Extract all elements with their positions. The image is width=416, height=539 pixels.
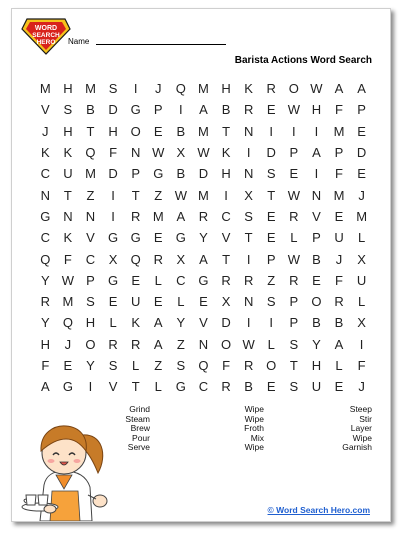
grid-letter[interactable]: A	[357, 81, 366, 97]
grid-letter[interactable]: F	[335, 166, 343, 182]
grid-letter[interactable]: W	[310, 81, 323, 97]
grid-letter[interactable]: A	[334, 336, 344, 352]
grid-letter[interactable]: Y	[40, 272, 50, 288]
grid-letter[interactable]: R	[221, 379, 231, 395]
grid-letter[interactable]: S	[266, 166, 276, 182]
grid-letter[interactable]: E	[153, 230, 163, 246]
grid-letter[interactable]: B	[176, 123, 186, 139]
grid-letter[interactable]: K	[221, 145, 231, 161]
grid-letter[interactable]: Z	[176, 336, 185, 352]
grid-letter[interactable]: F	[335, 272, 343, 288]
grid-letter[interactable]: E	[266, 208, 276, 224]
grid-letter[interactable]: V	[86, 230, 95, 246]
grid-letter[interactable]: E	[131, 272, 140, 288]
grid-letter[interactable]: M	[198, 187, 209, 203]
grid-letter[interactable]: R	[198, 208, 209, 224]
grid-letter[interactable]: H	[85, 315, 96, 331]
word-list-column-2	[244, 405, 264, 453]
grid-letter[interactable]: J	[358, 379, 365, 395]
grid-letter[interactable]: Q	[130, 251, 141, 267]
grid-letter[interactable]: R	[153, 251, 163, 267]
grid-letter[interactable]: D	[198, 166, 209, 182]
grid-letter[interactable]: X	[176, 251, 186, 267]
grid-letter[interactable]: J	[155, 81, 162, 97]
grid-letter[interactable]: Y	[176, 315, 186, 331]
grid-letter[interactable]: U	[130, 294, 141, 310]
grid-letter[interactable]: A	[176, 208, 186, 224]
copyright-link[interactable]: © Word Search Hero.com	[267, 505, 370, 515]
grid-letter[interactable]: L	[109, 315, 117, 331]
grid-letter[interactable]: A	[199, 102, 208, 118]
word-list-item: Brew	[130, 423, 150, 434]
grid-letter[interactable]: K	[244, 81, 253, 97]
grid-letter[interactable]: R	[40, 294, 50, 310]
grid-letter[interactable]: E	[266, 230, 276, 246]
grid-letter[interactable]: H	[311, 358, 322, 373]
grid-letter[interactable]: I	[359, 336, 364, 352]
grid-letter[interactable]: I	[88, 379, 93, 395]
grid-letter[interactable]: B	[334, 315, 344, 331]
grid-letter[interactable]: G	[40, 208, 51, 224]
word-list-item: Steep	[349, 404, 372, 414]
word-search-hero-logo	[21, 17, 71, 55]
grid-letter[interactable]: G	[62, 379, 73, 395]
puzzle-title: Barista Actions Word Search	[234, 55, 372, 66]
grid-letter[interactable]: U	[334, 230, 344, 246]
grid-letter[interactable]: I	[246, 145, 251, 161]
grid-letter[interactable]: B	[176, 166, 186, 182]
grid-letter[interactable]: I	[224, 187, 228, 203]
grid-row	[34, 355, 374, 376]
grid-letter[interactable]: J	[335, 251, 343, 267]
grid-letter[interactable]: U	[311, 379, 322, 395]
grid-letter[interactable]: F	[63, 251, 72, 267]
grid-letter[interactable]: W	[287, 187, 300, 203]
grid-letter[interactable]: Z	[86, 187, 95, 203]
grid-letter[interactable]: N	[40, 187, 50, 203]
grid-letter[interactable]: M	[85, 166, 96, 182]
grid-letter[interactable]: X	[108, 251, 118, 267]
grid-letter[interactable]: J	[42, 123, 49, 139]
grid-letter[interactable]: M	[198, 81, 209, 97]
grid-letter[interactable]: N	[243, 294, 254, 310]
grid-letter[interactable]: C	[85, 251, 96, 267]
grid-letter[interactable]: P	[312, 230, 321, 246]
grid-letter[interactable]: P	[153, 102, 163, 118]
grid-row	[34, 312, 374, 333]
grid-letter[interactable]: G	[153, 166, 164, 182]
grid-letter[interactable]: R	[243, 102, 254, 118]
logo-line-1: WORD	[34, 25, 58, 32]
grid-letter[interactable]: S	[289, 336, 299, 352]
grid-letter[interactable]: E	[63, 358, 73, 373]
word-list-column-3	[342, 405, 372, 453]
grid-letter[interactable]: P	[357, 102, 366, 118]
grid-letter[interactable]: S	[86, 294, 95, 310]
grid-letter[interactable]: E	[357, 166, 366, 182]
grid-letter[interactable]: Z	[154, 358, 163, 373]
grid-letter[interactable]: B	[312, 251, 321, 267]
grid-letter[interactable]: I	[269, 315, 274, 331]
grid-letter[interactable]: Q	[40, 251, 51, 267]
grid-letter[interactable]: I	[314, 123, 319, 139]
grid-letter[interactable]: G	[130, 230, 141, 246]
logo-line-2: SEARCH	[32, 32, 60, 39]
grid-letter[interactable]: K	[63, 230, 73, 246]
grid-letter[interactable]: F	[41, 358, 50, 373]
grid-row	[34, 206, 374, 227]
grid-letter[interactable]: D	[108, 102, 118, 118]
grid-row	[34, 376, 374, 397]
grid-letter[interactable]: R	[130, 208, 141, 224]
grid-letter[interactable]: W	[61, 272, 75, 288]
grid-letter[interactable]: E	[266, 102, 276, 118]
grid-letter[interactable]: T	[289, 358, 298, 373]
grid-letter[interactable]: T	[63, 187, 72, 203]
grid-letter[interactable]: E	[289, 166, 299, 182]
word-list-item: Mix	[250, 432, 264, 443]
grid-letter[interactable]: C	[221, 208, 231, 224]
grid-letter[interactable]: F	[222, 358, 231, 373]
grid-letter[interactable]: M	[39, 81, 51, 97]
grid-letter[interactable]: O	[85, 336, 96, 352]
grid-letter[interactable]: T	[222, 123, 231, 139]
grid-row	[34, 334, 374, 355]
grid-letter[interactable]: M	[85, 81, 96, 97]
grid-letter[interactable]: O	[288, 81, 299, 97]
grid-letter[interactable]: T	[86, 123, 95, 139]
grid-row	[34, 270, 374, 291]
grid-letter[interactable]: M	[62, 294, 74, 310]
grid-letter[interactable]: D	[221, 315, 231, 331]
grid-letter[interactable]: N	[85, 208, 96, 224]
grid-letter[interactable]: B	[244, 379, 253, 395]
word-list-item: Pour	[132, 432, 150, 443]
grid-letter[interactable]: K	[63, 145, 73, 161]
grid-letter[interactable]: Y	[199, 230, 208, 246]
grid-row	[34, 163, 374, 184]
grid-row	[34, 227, 374, 248]
grid-letter[interactable]: U	[356, 272, 367, 288]
grid-letter[interactable]: P	[289, 315, 299, 331]
grid-letter[interactable]: N	[243, 123, 254, 139]
grid-row	[34, 184, 374, 205]
grid-letter[interactable]: W	[287, 251, 300, 267]
grid-letter[interactable]: L	[357, 294, 366, 310]
grid-letter[interactable]: S	[289, 379, 299, 395]
grid-letter[interactable]: O	[311, 294, 322, 310]
grid-letter[interactable]: C	[198, 379, 209, 395]
grid-letter[interactable]: R	[289, 208, 299, 224]
grid-letter[interactable]: L	[177, 294, 185, 310]
worksheet-page	[11, 8, 391, 522]
grid-row	[34, 142, 374, 163]
grid-letter[interactable]: N	[130, 145, 141, 161]
grid-letter[interactable]: F	[357, 358, 366, 373]
grid-letter[interactable]: X	[221, 294, 231, 310]
word-list-item: Wipe	[244, 413, 264, 424]
grid-letter[interactable]: Q	[175, 81, 186, 97]
grid-letter[interactable]: G	[175, 379, 186, 395]
grid-letter[interactable]: P	[266, 251, 276, 267]
grid-letter[interactable]: P	[86, 272, 95, 288]
grid-letter[interactable]: M	[333, 187, 345, 203]
grid-letter[interactable]: L	[154, 272, 162, 288]
grid-letter[interactable]: I	[269, 123, 274, 139]
grid-letter[interactable]: M	[356, 208, 368, 224]
word-list-item: Serve	[127, 442, 150, 453]
word-list-item: Wipe	[244, 404, 264, 414]
grid-letter[interactable]: K	[131, 315, 140, 331]
word-list-item: Grind	[129, 404, 150, 414]
grid-letter[interactable]: T	[131, 187, 140, 203]
grid-letter[interactable]: W	[242, 336, 255, 352]
grid-letter[interactable]: L	[132, 358, 140, 373]
grid-letter[interactable]: X	[244, 187, 253, 203]
grid-letter[interactable]: E	[266, 379, 276, 395]
grid-letter[interactable]: J	[358, 187, 365, 203]
grid-letter[interactable]: K	[40, 145, 50, 161]
grid-letter[interactable]: H	[108, 123, 118, 139]
word-list-item: Froth	[244, 423, 264, 434]
grid-letter[interactable]: I	[292, 123, 296, 139]
grid-letter[interactable]: M	[333, 123, 345, 139]
grid-letter[interactable]: W	[174, 187, 187, 203]
grid-letter[interactable]: H	[221, 81, 231, 97]
grid-letter[interactable]: V	[199, 315, 208, 331]
grid-letter[interactable]: F	[109, 145, 118, 161]
grid-row	[34, 99, 374, 120]
name-label: Name	[68, 37, 90, 46]
grid-letter[interactable]: Q	[62, 315, 73, 331]
grid-letter[interactable]: M	[198, 123, 209, 139]
grid-letter[interactable]: N	[198, 336, 209, 352]
grid-letter[interactable]: N	[311, 187, 322, 203]
grid-letter[interactable]: V	[221, 230, 231, 246]
grid-letter[interactable]: U	[63, 166, 73, 182]
grid-letter[interactable]: L	[154, 379, 162, 395]
grid-letter[interactable]: B	[312, 315, 321, 331]
grid-letter[interactable]: G	[108, 230, 119, 246]
grid-letter[interactable]: L	[290, 230, 298, 246]
grid-letter[interactable]: G	[108, 272, 119, 288]
grid-letter[interactable]: Z	[154, 187, 163, 203]
grid-letter[interactable]: T	[131, 379, 140, 395]
grid-letter[interactable]: E	[334, 379, 344, 395]
grid-letter[interactable]: S	[108, 81, 118, 97]
grid-letter[interactable]: N	[243, 166, 254, 182]
grid-letter[interactable]: V	[108, 379, 118, 395]
grid-letter[interactable]: G	[198, 272, 209, 288]
grid-letter[interactable]: D	[266, 145, 276, 161]
grid-letter[interactable]: E	[334, 208, 344, 224]
grid-letter[interactable]: S	[244, 208, 253, 224]
grid-letter[interactable]: P	[289, 294, 299, 310]
word-list-item: Steam	[125, 413, 150, 424]
grid-letter[interactable]: E	[312, 272, 321, 288]
grid-letter[interactable]: O	[266, 358, 277, 373]
word-list-item: Layer	[350, 423, 372, 434]
grid-letter[interactable]: I	[314, 166, 319, 182]
grid-letter[interactable]: R	[108, 336, 118, 352]
grid-letter[interactable]: M	[152, 208, 164, 224]
logo-line-3: HERO	[36, 39, 56, 46]
word-list-item: Wipe	[352, 432, 372, 443]
grid-letter[interactable]: E	[357, 123, 366, 139]
grid-letter[interactable]: I	[111, 208, 115, 224]
grid-letter[interactable]: L	[267, 336, 275, 352]
grid-letter[interactable]: A	[153, 315, 163, 331]
grid-letter[interactable]: S	[108, 358, 118, 373]
grid-letter[interactable]: R	[334, 294, 344, 310]
grid-letter[interactable]: Y	[312, 336, 321, 352]
grid-letter[interactable]: W	[287, 102, 300, 118]
grid-letter[interactable]: V	[312, 208, 321, 224]
grid-row	[34, 121, 374, 142]
grid-letter[interactable]: T	[267, 187, 276, 203]
grid-letter[interactable]: O	[130, 123, 141, 139]
grid-letter[interactable]: E	[108, 294, 118, 310]
grid-letter[interactable]: H	[63, 123, 73, 139]
grid-letter[interactable]: H	[311, 102, 322, 118]
grid-letter[interactable]: P	[131, 166, 140, 182]
name-line[interactable]	[96, 44, 226, 45]
grid-letter[interactable]: E	[153, 294, 163, 310]
word-list-item: Stir	[359, 413, 372, 424]
grid-letter[interactable]: G	[130, 102, 141, 118]
word-list-column-1	[125, 405, 150, 453]
grid-letter[interactable]: Y	[86, 358, 95, 373]
grid-letter[interactable]: C	[176, 272, 186, 288]
grid-letter[interactable]: I	[246, 315, 251, 331]
grid-letter[interactable]: T	[222, 251, 231, 267]
grid-row	[34, 78, 374, 99]
grid-letter[interactable]: S	[176, 358, 186, 373]
grid-letter[interactable]: B	[86, 102, 95, 118]
grid-letter[interactable]: P	[334, 145, 344, 161]
letter-grid	[34, 78, 374, 397]
grid-letter[interactable]: S	[63, 102, 73, 118]
grid-row	[34, 291, 374, 312]
grid-row	[34, 248, 374, 269]
grid-letter[interactable]: L	[335, 358, 343, 373]
grid-letter[interactable]: Q	[85, 145, 96, 161]
grid-letter[interactable]: X	[357, 251, 366, 267]
grid-letter[interactable]: D	[356, 145, 367, 161]
grid-letter[interactable]: R	[266, 81, 276, 97]
grid-letter[interactable]: I	[179, 102, 183, 118]
grid-letter[interactable]: R	[243, 272, 254, 288]
grid-letter[interactable]: N	[63, 208, 73, 224]
grid-letter[interactable]: P	[289, 145, 299, 161]
grid-letter[interactable]: H	[63, 81, 73, 97]
grid-letter[interactable]: A	[312, 145, 321, 161]
barista-girl-mascot	[20, 415, 120, 521]
grid-letter[interactable]: I	[111, 187, 115, 203]
grid-letter[interactable]: C	[40, 230, 50, 246]
grid-letter[interactable]: A	[153, 336, 163, 352]
grid-letter[interactable]: A	[334, 81, 344, 97]
grid-letter[interactable]: E	[199, 294, 208, 310]
grid-letter[interactable]: C	[40, 166, 50, 182]
grid-letter[interactable]: A	[40, 379, 50, 395]
grid-letter[interactable]: E	[153, 123, 163, 139]
grid-letter[interactable]: Q	[198, 358, 209, 373]
grid-letter[interactable]: S	[266, 294, 276, 310]
grid-letter[interactable]: R	[289, 272, 299, 288]
grid-letter[interactable]: L	[357, 230, 366, 246]
grid-letter[interactable]: I	[246, 251, 251, 267]
grid-letter[interactable]: R	[130, 336, 141, 352]
grid-letter[interactable]: H	[221, 166, 231, 182]
grid-letter[interactable]: V	[40, 102, 50, 118]
grid-letter[interactable]: G	[175, 230, 186, 246]
grid-letter[interactable]: I	[133, 81, 138, 97]
grid-letter[interactable]: D	[108, 166, 118, 182]
grid-letter[interactable]: A	[199, 251, 208, 267]
grid-letter[interactable]: B	[221, 102, 231, 118]
grid-letter[interactable]: W	[152, 145, 165, 161]
word-list-item: Wipe	[244, 442, 264, 453]
grid-letter[interactable]: X	[357, 315, 366, 331]
grid-letter[interactable]: F	[335, 102, 343, 118]
grid-letter[interactable]: Z	[267, 272, 276, 288]
grid-letter[interactable]: O	[220, 336, 232, 352]
grid-letter[interactable]: T	[244, 230, 253, 246]
grid-letter[interactable]: R	[221, 272, 231, 288]
grid-letter[interactable]: J	[64, 336, 72, 352]
grid-letter[interactable]: Y	[40, 315, 50, 331]
grid-letter[interactable]: X	[176, 145, 186, 161]
grid-letter[interactable]: H	[40, 336, 50, 352]
word-list-item: Garnish	[342, 442, 372, 453]
grid-letter[interactable]: W	[197, 145, 210, 161]
grid-letter[interactable]: R	[243, 358, 254, 373]
